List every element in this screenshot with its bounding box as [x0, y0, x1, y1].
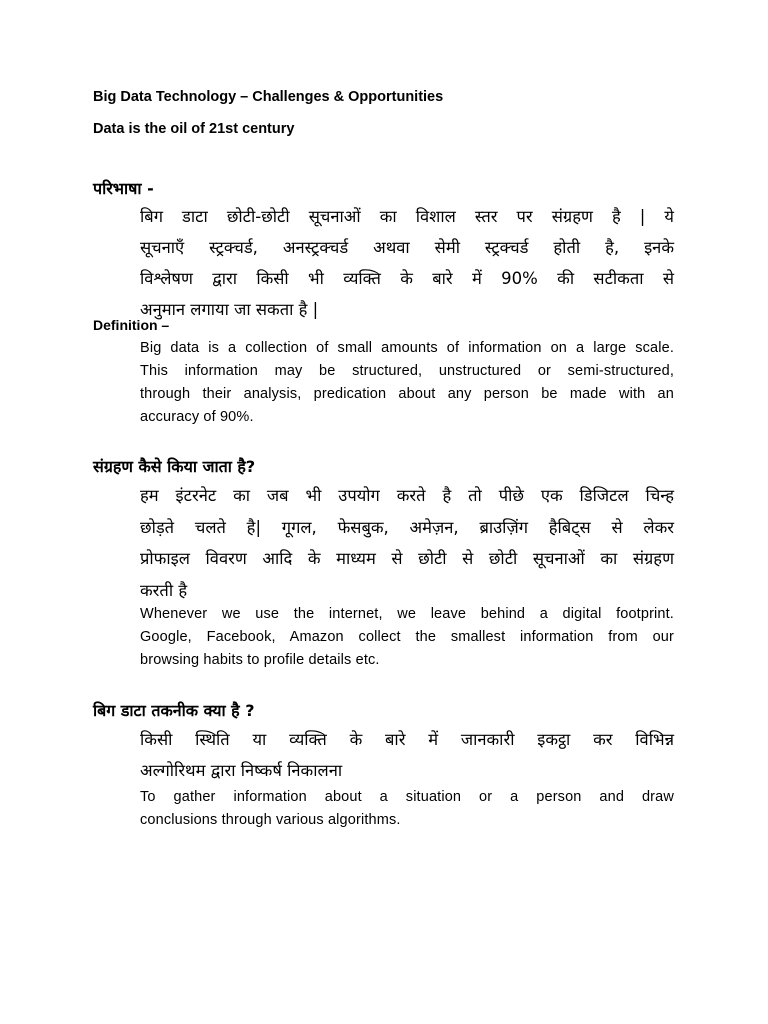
paragraph-line: अनुमान लगाया जा सकता है |	[140, 300, 319, 319]
sangrahan-hindi-paragraph	[140, 480, 674, 606]
paribhasha-hindi-paragraph	[140, 201, 674, 325]
section-heading-paribhasha: परिभाषा -	[93, 179, 154, 198]
takneek-hindi-paragraph	[140, 724, 674, 786]
paragraph-line: conclusions through various algorithms.	[140, 812, 401, 828]
takneek-english-paragraph	[140, 786, 674, 832]
paragraph-line: करती है	[140, 580, 188, 600]
section-heading-definition: Definition –	[93, 317, 170, 333]
paragraph-line: To gather information about a situation or a person and draw	[140, 789, 674, 805]
paragraph-line: Big data is a collection of small amounts of information on a large scale.	[140, 340, 674, 356]
definition-english-paragraph	[140, 337, 674, 429]
paragraph-line: browsing habits to profile details etc.	[140, 652, 380, 668]
section-heading-big-data-takneek: बिग डाटा तकनीक क्या है ?	[93, 701, 255, 720]
paragraph-line: accuracy of 90%.	[140, 409, 254, 425]
paragraph-line: This information may be structured, unstructured or semi-structured,	[140, 363, 674, 379]
paragraph-line: बिग डाटा छोटी-छोटी सूचनाओं का विशाल स्तर पर संग्रहण है | ये	[140, 207, 674, 226]
paragraph-line: अल्गोरिथम द्वारा निष्कर्ष निकालना	[140, 761, 343, 780]
paragraph-line: हम इंटरनेट का जब भी उपयोग करते है तो पीछे एक डिजिटल चिन्ह	[140, 486, 674, 505]
paragraph-line: छोड़ते चलते है| गूगल, फेसबुक, अमेज़न, ब्राउज़िंग हैबिट्स से लेकर	[140, 517, 674, 537]
paragraph-line: किसी स्थिति या व्यक्ति के बारे में जानकारी इकट्ठा कर विभिन्न	[140, 730, 674, 749]
section-heading-sangrahan: संग्रहण कैसे किया जाता है?	[93, 457, 256, 476]
paragraph-line: through their analysis, predication about any person be made with an	[140, 386, 674, 402]
sangrahan-english-paragraph	[140, 603, 674, 672]
paragraph-line: Google, Facebook, Amazon collect the smallest information from our	[140, 629, 674, 645]
document-title: Big Data Technology – Challenges & Opportunities	[93, 89, 444, 105]
paragraph-line: Whenever we use the internet, we leave behind a digital footprint.	[140, 606, 674, 622]
paragraph-line: सूचनाएँ स्ट्रक्चर्ड, अनस्ट्रक्चर्ड अथवा सेमी स्ट्रक्चर्ड होती है, इनके	[140, 238, 674, 257]
paragraph-line: प्रोफाइल विवरण आदि के माध्यम से छोटी से छोटी सूचनाओं का संग्रहण	[140, 549, 674, 568]
paragraph-line: विश्लेषण द्वारा किसी भी व्यक्ति के बारे में 90% की सटीकता से	[140, 269, 674, 288]
document-subtitle: Data is the oil of 21st century	[93, 121, 295, 137]
